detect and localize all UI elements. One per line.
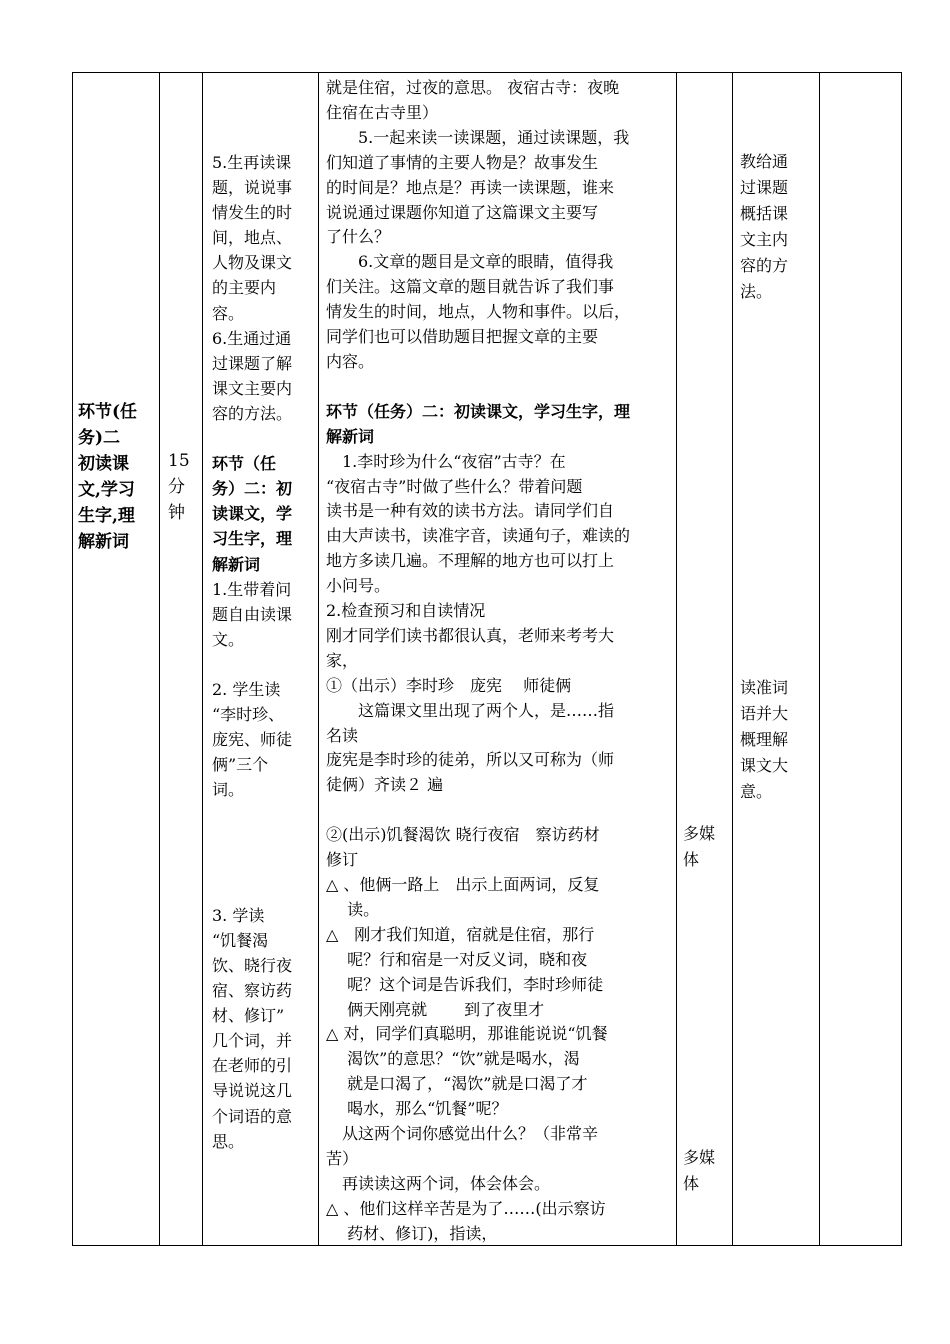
student-activity-line: 5.生再读课 xyxy=(212,153,292,172)
teacher-activity-line: 5.一起来读一读课题，通过读课题，我 xyxy=(326,127,630,147)
student-activity-line xyxy=(212,802,316,827)
section-title-line: 初读课 xyxy=(78,454,129,474)
student-activity-line: 过课题了解 xyxy=(212,353,293,373)
intent-cell-2 xyxy=(740,675,816,805)
media-2-lines xyxy=(683,1145,729,1197)
time-cell xyxy=(168,448,198,526)
section-title-line: 解新词 xyxy=(78,532,129,552)
teacher-activity-line xyxy=(326,375,674,400)
teacher-activity-lines xyxy=(326,76,674,1247)
table-border-right xyxy=(901,72,902,1246)
teacher-activity-line: 解新词 xyxy=(326,426,375,446)
notes-cell xyxy=(824,76,898,1236)
teacher-activity-line: 们关注。这篇文章的题目就告诉了我们事 xyxy=(326,277,615,297)
student-activity-line: 饮、晓行夜 xyxy=(212,956,293,975)
teacher-activity-line: 呢？行和宿是一对反义词，晓和夜 xyxy=(326,949,588,969)
teacher-activity-line: 修订 xyxy=(326,850,359,870)
media-cell-1 xyxy=(683,821,729,873)
teacher-activity-line: 由大声读书，读准字音，读通句子，难读的 xyxy=(326,526,631,546)
student-activity-line xyxy=(212,853,316,878)
lesson-plan-table xyxy=(72,72,902,1246)
student-activity-line: “饥餐渴 xyxy=(212,930,269,950)
teacher-activity-line: 读。 xyxy=(326,899,380,919)
student-activity-line: 词。 xyxy=(212,780,245,800)
teacher-activity-cell xyxy=(326,76,674,1247)
time-line: 钟 xyxy=(168,503,185,523)
student-activity-line xyxy=(212,828,316,853)
teacher-activity-line: 就是口渴了，“渴饮”就是口渴了才 xyxy=(326,1074,588,1094)
student-activity-line xyxy=(212,878,316,903)
column-divider-3 xyxy=(318,72,319,1246)
teacher-activity-line: 说说通过课题你知道了这篇课文主要写 xyxy=(326,202,599,222)
media-line: 体 xyxy=(683,850,700,869)
student-activity-line: 题自由读课 xyxy=(212,604,293,624)
student-activity-line: 文。 xyxy=(212,629,245,649)
column-divider-4 xyxy=(676,72,677,1246)
intent-line: 概理解 xyxy=(740,730,789,749)
teacher-activity-line: 家， xyxy=(326,650,359,670)
section-title-line: 文,学习 xyxy=(78,480,135,500)
teacher-activity-line: 环节（任务）二：初读课文，学习生字，理 xyxy=(326,401,631,421)
student-activity-line: 1.生带着问 xyxy=(212,579,292,599)
media-line: 多媒 xyxy=(683,1148,716,1167)
teacher-activity-line: 庞宪是李时珍的徒弟，所以又可称为（师 xyxy=(326,750,615,770)
teacher-activity-line: 名读 xyxy=(326,725,359,745)
column-divider-6 xyxy=(819,72,820,1246)
teacher-activity-line: 徒俩）齐读２ 遍 xyxy=(326,775,444,795)
student-activity-line: 间，地点、 xyxy=(212,228,293,248)
teacher-activity-line: △ 对，同学们真聪明，那谁能说说“饥餐 xyxy=(326,1024,608,1044)
student-activity-line: “李时珍、 xyxy=(212,705,285,725)
intent-line: 课文大 xyxy=(740,756,789,775)
section-title-line: 环节(任 xyxy=(78,402,138,422)
column-divider-2 xyxy=(202,72,203,1246)
teacher-activity-line: 就是住宿，过夜的意思。 夜宿古寺：夜晚 xyxy=(326,78,620,97)
teacher-activity-line: 情发生的时间，地点，人物和事件。以后， xyxy=(326,302,631,322)
student-activity-line: 环节（任 xyxy=(212,454,277,474)
teacher-activity-line: 地方多读几遍。不理解的地方也可以打上 xyxy=(326,551,615,571)
student-activity-line: 容。 xyxy=(212,303,245,323)
student-activity-line: 人物及课文 xyxy=(212,253,293,273)
teacher-activity-line: 从这两个词你感觉出什么？（非常辛 xyxy=(326,1124,599,1144)
intent-line: 教给通 xyxy=(740,152,789,171)
teacher-activity-line: 们知道了事情的主要人物是？故事发生 xyxy=(326,152,599,172)
student-activity-line: 习生字，理 xyxy=(212,529,293,549)
intent-line: 概括课 xyxy=(740,204,789,223)
teacher-activity-line: 的时间是？地点是？再读一读课题，谁来 xyxy=(326,177,615,197)
student-activity-line: 题，说说事 xyxy=(212,178,293,198)
table-border-top xyxy=(72,72,902,73)
teacher-activity-line: △ 刚才我们知道，宿就是住宿，那行 xyxy=(326,924,595,944)
section-title-line: 务)二 xyxy=(78,428,121,448)
student-activity-line: 6.生通过通 xyxy=(212,328,292,348)
student-activity-line: 宿、察访药 xyxy=(212,981,293,1001)
student-activity-cell xyxy=(212,150,316,1154)
time-line: 15 xyxy=(168,451,190,471)
teacher-activity-line: 呢？这个词是告诉我们，李时珍师徒 xyxy=(326,974,604,994)
teacher-activity-line: “夜宿古寺”时做了些什么？带着问题 xyxy=(326,476,583,496)
intent-line: 法。 xyxy=(740,282,773,301)
student-activity-line: 几个词，并 xyxy=(212,1031,293,1051)
teacher-activity-line: ②(出示)饥餐渴饮 晓行夜宿 察访药材 xyxy=(326,825,600,845)
media-line: 体 xyxy=(683,1174,700,1193)
teacher-activity-line: △ 、他俩一路上 出示上面两词，反复 xyxy=(326,875,600,894)
teacher-activity-line: 6.文章的题目是文章的眼睛，值得我 xyxy=(326,252,614,272)
teacher-activity-line: 内容。 xyxy=(326,351,375,371)
intent-line: 容的方 xyxy=(740,256,789,275)
teacher-activity-line: 了什么？ xyxy=(326,227,391,247)
media-cell-2 xyxy=(683,1145,729,1197)
student-activity-line: 情发生的时 xyxy=(212,203,293,223)
teacher-activity-line: 苦） xyxy=(326,1148,359,1168)
student-activity-line: 庞宪、师徒 xyxy=(212,730,293,750)
table-border-left xyxy=(72,72,73,1246)
intent-1-lines xyxy=(740,149,816,305)
student-activity-line: 2. 学生读 xyxy=(212,679,281,699)
student-activity-line: 务）二：初 xyxy=(212,479,293,499)
student-activity-line xyxy=(212,652,316,677)
column-divider-5 xyxy=(732,72,733,1246)
time-lines xyxy=(168,448,198,526)
intent-cell-1 xyxy=(740,149,816,305)
teacher-activity-line: 1.李时珍为什么“夜宿”古寺？在 xyxy=(326,451,566,471)
intent-line: 读准词 xyxy=(740,678,789,697)
intent-line: 语并大 xyxy=(740,704,789,723)
student-activity-line: 俩”三个 xyxy=(212,755,269,775)
student-activity-line: 思。 xyxy=(212,1131,245,1151)
teacher-activity-line: △ 、他们这样辛苦是为了……(出示察访 xyxy=(326,1198,606,1218)
student-activity-line: 课文主要内 xyxy=(212,378,293,398)
teacher-activity-line: 俩天刚亮就 到了夜里才 xyxy=(326,999,545,1019)
intent-line: 意。 xyxy=(740,782,773,801)
teacher-activity-line: 2.检查预习和自读情况 xyxy=(326,601,486,621)
teacher-activity-line: 小问号。 xyxy=(326,576,391,596)
teacher-activity-line: 再读读这两个词，体会体会。 xyxy=(326,1173,551,1193)
time-line: 分 xyxy=(168,477,185,497)
student-activity-lines xyxy=(212,150,316,1154)
intent-line: 文主内 xyxy=(740,230,789,249)
student-activity-line: 容的方法。 xyxy=(212,403,293,423)
column-divider-1 xyxy=(159,72,160,1246)
teacher-activity-line: 渴饮”的意思？“饮”就是喝水，渴 xyxy=(326,1049,580,1069)
student-activity-line: 在老师的引 xyxy=(212,1056,293,1076)
teacher-activity-line: ①（出示）李时珍 庞宪 师徒俩 xyxy=(326,675,572,695)
teacher-activity-line: 喝水，那么“饥餐”呢？ xyxy=(326,1099,508,1119)
teacher-activity-line: 同学们也可以借助题目把握文章的主要 xyxy=(326,327,599,347)
student-activity-line: 3. 学读 xyxy=(212,905,265,925)
student-activity-line: 个词语的意 xyxy=(212,1106,293,1126)
section-title-lines xyxy=(78,399,156,555)
section-title-line: 生字,理 xyxy=(78,506,135,526)
teacher-activity-line: 住宿在古寺里） xyxy=(326,102,439,122)
section-title xyxy=(78,399,156,555)
media-1-lines xyxy=(683,821,729,873)
student-activity-line: 材、修订” xyxy=(212,1006,285,1026)
student-activity-line: 读课文，学 xyxy=(212,504,293,524)
student-activity-line: 的主要内 xyxy=(212,278,277,298)
teacher-activity-line: 刚才同学们读书都很认真，老师来考考大 xyxy=(326,625,615,645)
student-activity-line xyxy=(212,426,316,451)
student-activity-line: 解新词 xyxy=(212,554,261,574)
media-line: 多媒 xyxy=(683,824,716,843)
teacher-activity-line: 药材、修订)，指读， xyxy=(326,1223,498,1243)
intent-2-lines xyxy=(740,675,816,805)
teacher-activity-line xyxy=(326,798,674,823)
teacher-activity-line: 这篇课文里出现了两个人，是……指 xyxy=(326,700,615,720)
teacher-activity-line: 读书是一种有效的读书方法。请同学们自 xyxy=(326,501,615,521)
intent-line: 过课题 xyxy=(740,178,789,197)
student-activity-line: 导说说这几 xyxy=(212,1081,293,1101)
